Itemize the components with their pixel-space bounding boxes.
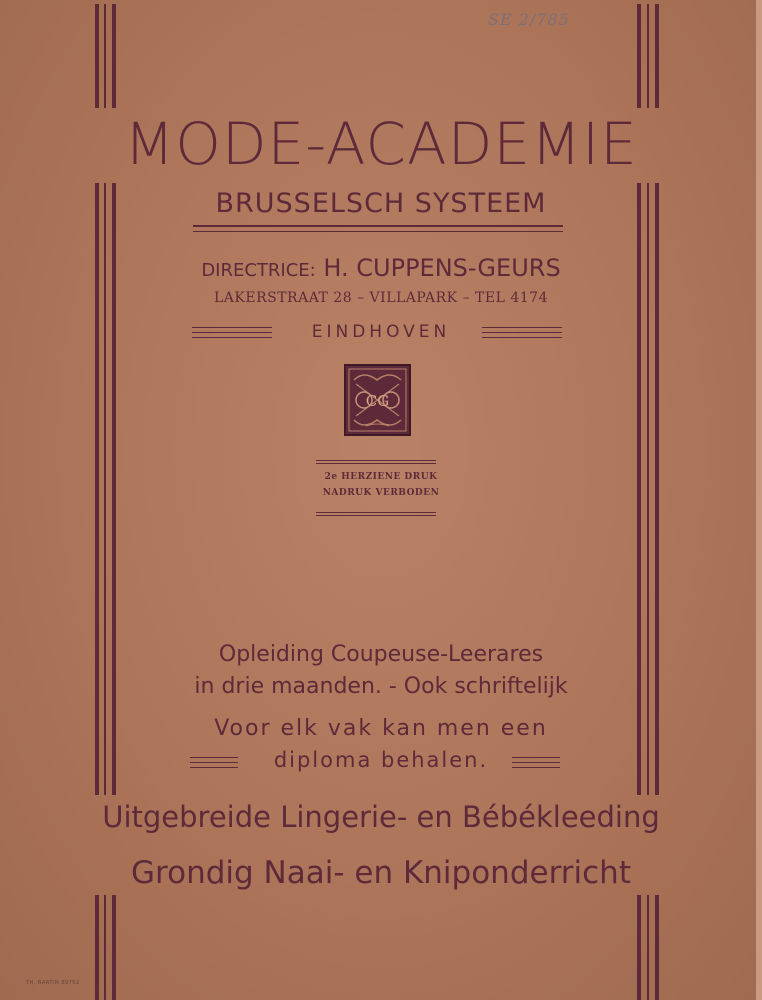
divider bbox=[316, 463, 436, 464]
director-label: DIRECTRICE: bbox=[201, 260, 316, 281]
right-border-line bbox=[637, 895, 641, 1000]
edition-note: 2e HERZIENE DRUK bbox=[324, 472, 438, 482]
director-line bbox=[0, 254, 762, 282]
left-border-line bbox=[104, 4, 106, 108]
left-border-line bbox=[95, 895, 99, 1000]
diploma-line-2: diploma behalen. bbox=[273, 748, 489, 772]
city: EINDHOVEN bbox=[311, 322, 451, 342]
printer-mark: TH. BARTIN 89752 bbox=[26, 980, 80, 986]
left-border-line bbox=[112, 895, 116, 1000]
divider bbox=[316, 460, 436, 461]
divider bbox=[316, 515, 436, 516]
feature-line-1: Uitgebreide Lingerie- en Bébékleeding bbox=[102, 800, 660, 834]
address: LAKERSTRAAT 28 – VILLAPARK – TEL 4174 bbox=[214, 290, 548, 306]
left-border-line bbox=[104, 895, 106, 1000]
handwritten-note: SE 2/785 bbox=[488, 10, 570, 29]
director-name: H. CUPPENS-GEURS bbox=[323, 254, 561, 282]
right-border-line bbox=[637, 4, 641, 108]
page-title: MODE-ACADEMIE bbox=[124, 110, 638, 178]
left-border-line bbox=[112, 4, 116, 108]
right-border-line bbox=[647, 895, 649, 1000]
right-border-line bbox=[655, 895, 659, 1000]
course-line-2: in drie maanden. - Ook schriftelijk bbox=[194, 674, 568, 699]
page-edge bbox=[756, 0, 762, 1000]
diploma-line-1: Voor elk vak kan men een bbox=[214, 716, 548, 741]
right-border-line bbox=[655, 4, 659, 108]
right-border-line bbox=[647, 4, 649, 108]
course-line-1: Opleiding Coupeuse-Leerares bbox=[218, 642, 544, 667]
logo-monogram: CG bbox=[365, 392, 390, 410]
divider bbox=[193, 231, 563, 232]
feature-line-2: Grondig Naai- en Kniponderricht bbox=[131, 855, 631, 891]
monogram-logo bbox=[344, 364, 411, 436]
subtitle: BRUSSELSCH SYSTEEM bbox=[215, 188, 547, 219]
reprint-note: NADRUK VERBODEN bbox=[322, 488, 440, 498]
left-border-line bbox=[95, 4, 99, 108]
divider bbox=[193, 225, 563, 227]
divider bbox=[316, 512, 436, 513]
